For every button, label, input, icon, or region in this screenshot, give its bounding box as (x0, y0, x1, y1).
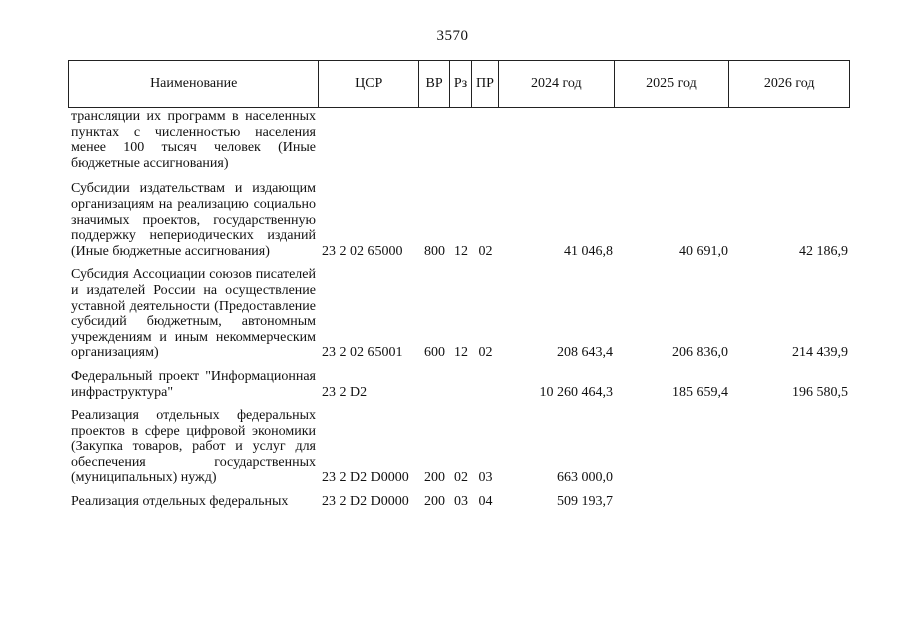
row-name: трансляции их программ в населенных пунктах с численностью населения менее 100 тысяч человек (Иные бюджетные ассигнования) (71, 109, 316, 171)
row-csr: 23 2 02 65001 (322, 345, 403, 361)
row-pr: 03 (478, 470, 493, 486)
header-2025: 2025 год (615, 61, 730, 107)
table-row (68, 181, 850, 259)
table-row (68, 267, 850, 361)
header-name: Наименование (69, 61, 319, 107)
row-2026: 214 439,9 (792, 345, 848, 361)
table-row (68, 369, 850, 400)
table-row (68, 109, 850, 171)
row-rz: 12 (454, 243, 468, 259)
row-2024: 10 260 464,3 (539, 384, 613, 400)
header-vr: ВР (419, 61, 450, 107)
row-csr: 23 2 02 65000 (322, 243, 403, 259)
row-name: Реализация отдельных федеральных проектов в сфере цифровой экономики (Закупка товаров, работ и услуг для обеспечения государственных (муниципальных) нужд) (71, 408, 316, 486)
row-vr: 200 (424, 470, 445, 486)
row-csr: 23 2 D2 (322, 384, 368, 400)
header-2024: 2024 год (499, 61, 615, 107)
table-body (68, 109, 850, 518)
page-number: 3570 (436, 28, 469, 44)
row-2024: 208 643,4 (557, 345, 613, 361)
row-name: Субсидия Ассоциации союзов писателей и издателей России на осуществление уставной деятельности (Предоставление субсидий бюджетным, автономным учреждениям и иным некоммерческим организациям) (71, 267, 316, 361)
row-2025: 206 836,0 (672, 345, 728, 361)
row-rz: 02 (454, 470, 468, 486)
row-vr: 200 (424, 494, 445, 510)
row-rz: 03 (454, 494, 468, 510)
table-header (68, 60, 850, 108)
row-name: Реализация отдельных федеральных (71, 494, 289, 510)
row-pr: 02 (478, 345, 493, 361)
header-csr: ЦСР (319, 61, 419, 107)
row-2024: 41 046,8 (564, 243, 613, 259)
row-pr: 02 (478, 243, 493, 259)
row-vr: 800 (424, 243, 445, 259)
row-csr: 23 2 D2 D0000 (322, 494, 409, 510)
header-rz: Рз (450, 61, 472, 107)
row-2026: 196 580,5 (792, 384, 848, 400)
row-name: Субсидии издательствам и издающим организациям на реализацию социально значимых проектов, государственную поддержку непериодических изданий (Иные бюджетные ассигнования) (71, 181, 316, 259)
row-2024: 509 193,7 (557, 494, 613, 510)
row-2024: 663 000,0 (557, 470, 613, 486)
row-2025: 40 691,0 (679, 243, 728, 259)
row-2026: 42 186,9 (799, 243, 848, 259)
row-csr: 23 2 D2 D0000 (322, 470, 409, 486)
header-2026: 2026 год (763, 76, 815, 91)
row-2025: 185 659,4 (672, 384, 728, 400)
row-pr: 04 (478, 494, 493, 510)
row-rz: 12 (454, 345, 468, 361)
table-row (68, 408, 850, 486)
row-vr: 600 (424, 345, 445, 361)
table-row (68, 494, 850, 510)
row-name: Федеральный проект "Информационная инфраструктура" (71, 368, 316, 400)
header-pr: ПР (472, 61, 499, 107)
